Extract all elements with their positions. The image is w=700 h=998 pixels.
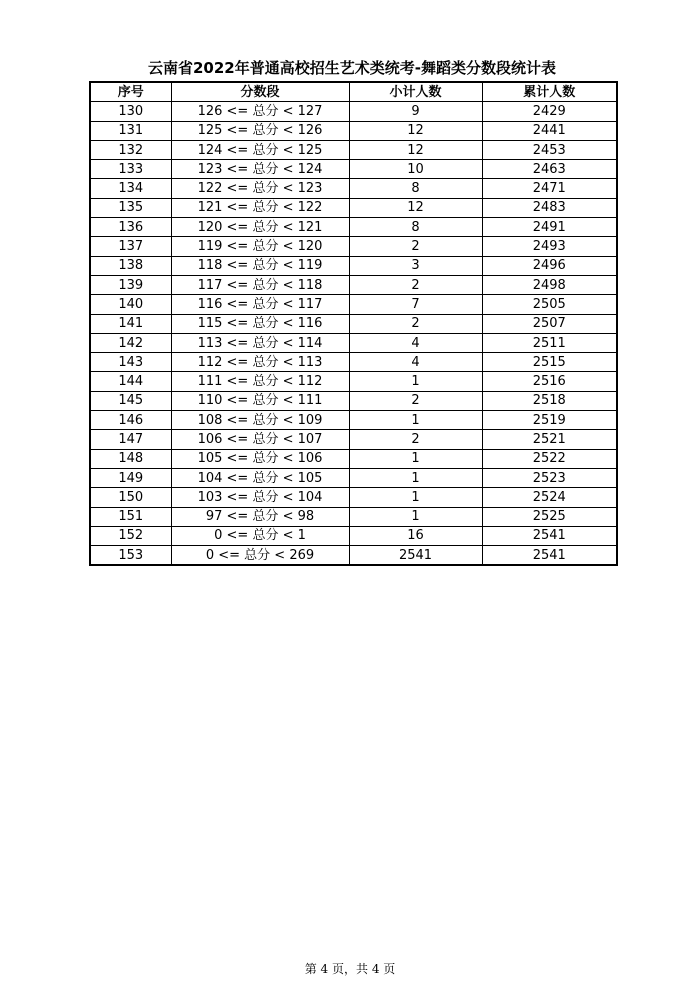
cell-score-range: 122 <= 总分 < 123	[171, 179, 349, 198]
table-header-row	[90, 82, 617, 102]
cell-subtotal: 2	[349, 430, 482, 449]
cell-subtotal: 10	[349, 160, 482, 179]
cell-subtotal: 4	[349, 333, 482, 352]
table-body	[90, 102, 617, 566]
cell-subtotal: 2	[349, 391, 482, 410]
page-number: 第 4 页，共 4 页	[304, 962, 396, 976]
table-row	[90, 198, 617, 217]
cell-seq: 147	[90, 430, 171, 449]
cell-cumulative: 2511	[482, 333, 617, 352]
table-row	[90, 372, 617, 391]
cell-subtotal: 7	[349, 295, 482, 314]
cell-score-range: 97 <= 总分 < 98	[171, 507, 349, 526]
table-row	[90, 256, 617, 275]
cell-cumulative: 2441	[482, 121, 617, 140]
cell-score-range: 125 <= 总分 < 126	[171, 121, 349, 140]
cell-seq: 143	[90, 353, 171, 372]
cell-score-range: 103 <= 总分 < 104	[171, 488, 349, 507]
cell-cumulative: 2523	[482, 468, 617, 487]
cell-subtotal: 12	[349, 198, 482, 217]
cell-cumulative: 2498	[482, 275, 617, 294]
cell-subtotal: 4	[349, 353, 482, 372]
cell-seq: 139	[90, 275, 171, 294]
cell-cumulative: 2505	[482, 295, 617, 314]
cell-subtotal: 3	[349, 256, 482, 275]
cell-score-range: 115 <= 总分 < 116	[171, 314, 349, 333]
table-row	[90, 275, 617, 294]
table-row	[90, 449, 617, 468]
cell-cumulative: 2471	[482, 179, 617, 198]
cell-cumulative: 2522	[482, 449, 617, 468]
cell-score-range: 110 <= 总分 < 111	[171, 391, 349, 410]
cell-cumulative: 2519	[482, 411, 617, 430]
cell-score-range: 106 <= 总分 < 107	[171, 430, 349, 449]
cell-score-range: 105 <= 总分 < 106	[171, 449, 349, 468]
cell-subtotal: 2541	[349, 546, 482, 566]
cell-cumulative: 2524	[482, 488, 617, 507]
table-row	[90, 468, 617, 487]
cell-subtotal: 1	[349, 449, 482, 468]
cell-subtotal: 2	[349, 275, 482, 294]
cell-subtotal: 1	[349, 411, 482, 430]
cell-subtotal: 8	[349, 179, 482, 198]
cell-seq: 137	[90, 237, 171, 256]
table-row	[90, 411, 617, 430]
cell-seq: 149	[90, 468, 171, 487]
cell-seq: 134	[90, 179, 171, 198]
cell-seq: 144	[90, 372, 171, 391]
cell-seq: 146	[90, 411, 171, 430]
cell-score-range: 116 <= 总分 < 117	[171, 295, 349, 314]
cell-cumulative: 2515	[482, 353, 617, 372]
cell-seq: 152	[90, 526, 171, 545]
cell-seq: 141	[90, 314, 171, 333]
table-row	[90, 140, 617, 159]
page-title: 云南省2022年普通高校招生艺术类统考-舞蹈类分数段统计表	[148, 59, 556, 77]
cell-cumulative: 2521	[482, 430, 617, 449]
cell-seq: 130	[90, 102, 171, 121]
cell-cumulative: 2429	[482, 102, 617, 121]
cell-subtotal: 1	[349, 468, 482, 487]
cell-seq: 136	[90, 218, 171, 237]
cell-seq: 138	[90, 256, 171, 275]
table-row	[90, 237, 617, 256]
cell-subtotal: 9	[349, 102, 482, 121]
cell-cumulative: 2463	[482, 160, 617, 179]
header-subtotal: 小计人数	[349, 82, 482, 102]
table-row	[90, 121, 617, 140]
cell-score-range: 124 <= 总分 < 125	[171, 140, 349, 159]
cell-score-range: 104 <= 总分 < 105	[171, 468, 349, 487]
table-header	[90, 82, 617, 102]
table-row	[90, 391, 617, 410]
cell-score-range: 119 <= 总分 < 120	[171, 237, 349, 256]
table-row	[90, 488, 617, 507]
table-row	[90, 353, 617, 372]
cell-cumulative: 2516	[482, 372, 617, 391]
cell-score-range: 123 <= 总分 < 124	[171, 160, 349, 179]
table-row	[90, 430, 617, 449]
cell-score-range: 113 <= 总分 < 114	[171, 333, 349, 352]
cell-seq: 140	[90, 295, 171, 314]
cell-score-range: 0 <= 总分 < 1	[171, 526, 349, 545]
cell-score-range: 112 <= 总分 < 113	[171, 353, 349, 372]
cell-seq: 135	[90, 198, 171, 217]
table-row	[90, 314, 617, 333]
cell-seq: 142	[90, 333, 171, 352]
cell-cumulative: 2541	[482, 526, 617, 545]
cell-score-range: 121 <= 总分 < 122	[171, 198, 349, 217]
cell-seq: 132	[90, 140, 171, 159]
cell-seq: 148	[90, 449, 171, 468]
cell-subtotal: 12	[349, 140, 482, 159]
header-cumulative: 累计人数	[482, 82, 617, 102]
table-row	[90, 546, 617, 566]
table-row	[90, 218, 617, 237]
table-row	[90, 102, 617, 121]
cell-seq: 151	[90, 507, 171, 526]
cell-cumulative: 2507	[482, 314, 617, 333]
cell-cumulative: 2525	[482, 507, 617, 526]
cell-subtotal: 1	[349, 507, 482, 526]
header-score-range: 分数段	[171, 82, 349, 102]
cell-cumulative: 2518	[482, 391, 617, 410]
cell-seq: 153	[90, 546, 171, 566]
cell-cumulative: 2493	[482, 237, 617, 256]
cell-subtotal: 1	[349, 372, 482, 391]
cell-subtotal: 16	[349, 526, 482, 545]
cell-seq: 131	[90, 121, 171, 140]
cell-cumulative: 2541	[482, 546, 617, 566]
cell-score-range: 108 <= 总分 < 109	[171, 411, 349, 430]
cell-cumulative: 2496	[482, 256, 617, 275]
table-row	[90, 295, 617, 314]
table-row	[90, 333, 617, 352]
cell-score-range: 0 <= 总分 < 269	[171, 546, 349, 566]
cell-score-range: 118 <= 总分 < 119	[171, 256, 349, 275]
cell-subtotal: 8	[349, 218, 482, 237]
cell-seq: 145	[90, 391, 171, 410]
header-seq: 序号	[90, 82, 171, 102]
cell-subtotal: 1	[349, 488, 482, 507]
cell-score-range: 111 <= 总分 < 112	[171, 372, 349, 391]
cell-subtotal: 12	[349, 121, 482, 140]
table-row	[90, 526, 617, 545]
cell-score-range: 117 <= 总分 < 118	[171, 275, 349, 294]
cell-subtotal: 2	[349, 314, 482, 333]
cell-cumulative: 2453	[482, 140, 617, 159]
table-row	[90, 160, 617, 179]
table-row	[90, 179, 617, 198]
cell-score-range: 126 <= 总分 < 127	[171, 102, 349, 121]
cell-seq: 133	[90, 160, 171, 179]
score-distribution-table	[89, 81, 618, 566]
cell-seq: 150	[90, 488, 171, 507]
table-row	[90, 507, 617, 526]
cell-cumulative: 2491	[482, 218, 617, 237]
cell-cumulative: 2483	[482, 198, 617, 217]
cell-score-range: 120 <= 总分 < 121	[171, 218, 349, 237]
cell-subtotal: 2	[349, 237, 482, 256]
